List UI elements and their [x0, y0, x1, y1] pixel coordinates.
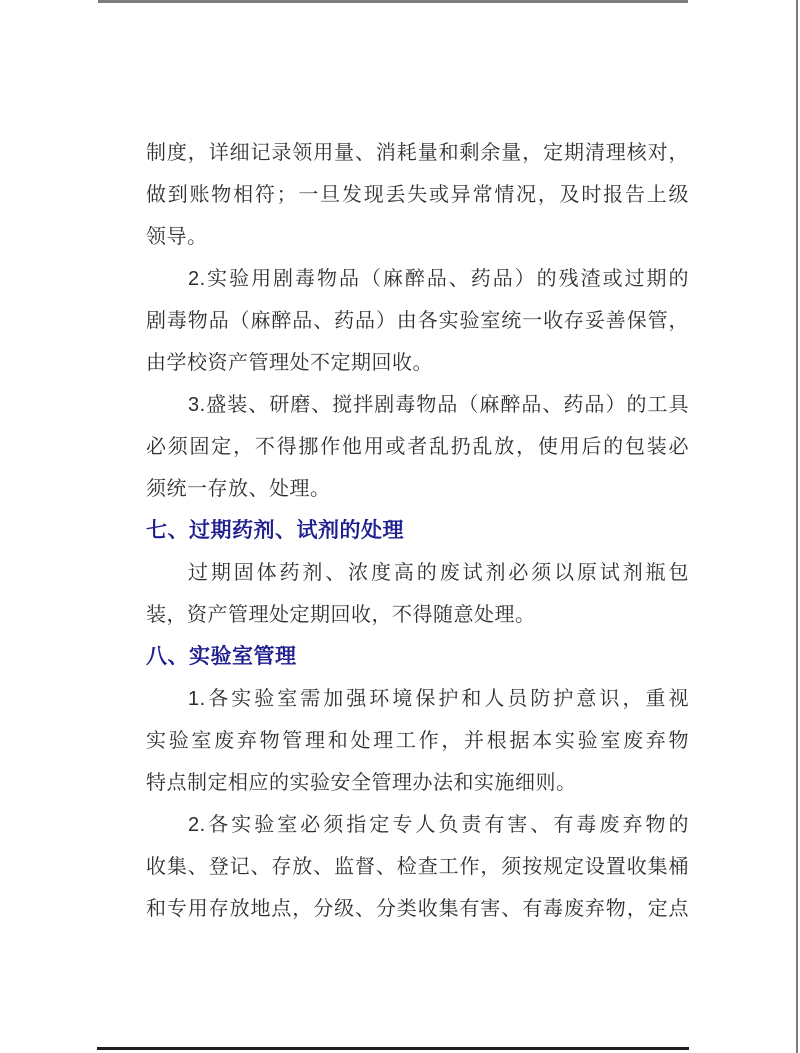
- body-line: 特点制定相应的实验安全管理办法和实施细则。: [146, 772, 577, 794]
- body-line: 实验室废弃物管理和处理工作，并根据本实验室废弃物: [146, 730, 689, 752]
- body-line: 2.各实验室必须指定专人负责有害、有毒废弃物的: [188, 814, 689, 836]
- body-line: 必须固定，不得挪作他用或者乱扔乱放，使用后的包装必: [146, 436, 689, 458]
- body-line: 装，资产管理处定期回收，不得随意处理。: [146, 604, 536, 626]
- body-line: 由学校资产管理处不定期回收。: [146, 352, 433, 374]
- body-line: 和专用存放地点，分级、分类收集有害、有毒废弃物，定点: [146, 898, 689, 920]
- section-heading: 八、实验室管理: [146, 645, 297, 668]
- body-line: 剧毒物品（麻醉品、药品）由各实验室统一收存妥善保管，: [146, 310, 689, 332]
- page-top-edge-line: [98, 0, 688, 3]
- body-line: 收集、登记、存放、监督、检查工作，须按规定设置收集桶: [146, 856, 689, 878]
- body-line: 须统一存放、处理。: [146, 478, 331, 500]
- document-body: [146, 132, 689, 930]
- body-line: 领导。: [146, 226, 208, 248]
- next-page-edge-line: [97, 1047, 689, 1050]
- body-line: 3.盛装、研磨、搅拌剧毒物品（麻醉品、药品）的工具: [188, 394, 689, 416]
- page-right-edge-line: [796, 0, 798, 1053]
- body-line: 过期固体药剂、浓度高的废试剂必须以原试剂瓶包: [188, 562, 689, 584]
- body-line: 1.各实验室需加强环境保护和人员防护意识，重视: [188, 688, 689, 710]
- body-line: 做到账物相符；一旦发现丢失或异常情况，及时报告上级: [146, 184, 689, 206]
- section-heading: 七、过期药剂、试剂的处理: [146, 519, 404, 542]
- body-line: 制度，详细记录领用量、消耗量和剩余量，定期清理核对，: [146, 142, 689, 164]
- body-line: 2.实验用剧毒物品（麻醉品、药品）的残渣或过期的: [188, 268, 689, 290]
